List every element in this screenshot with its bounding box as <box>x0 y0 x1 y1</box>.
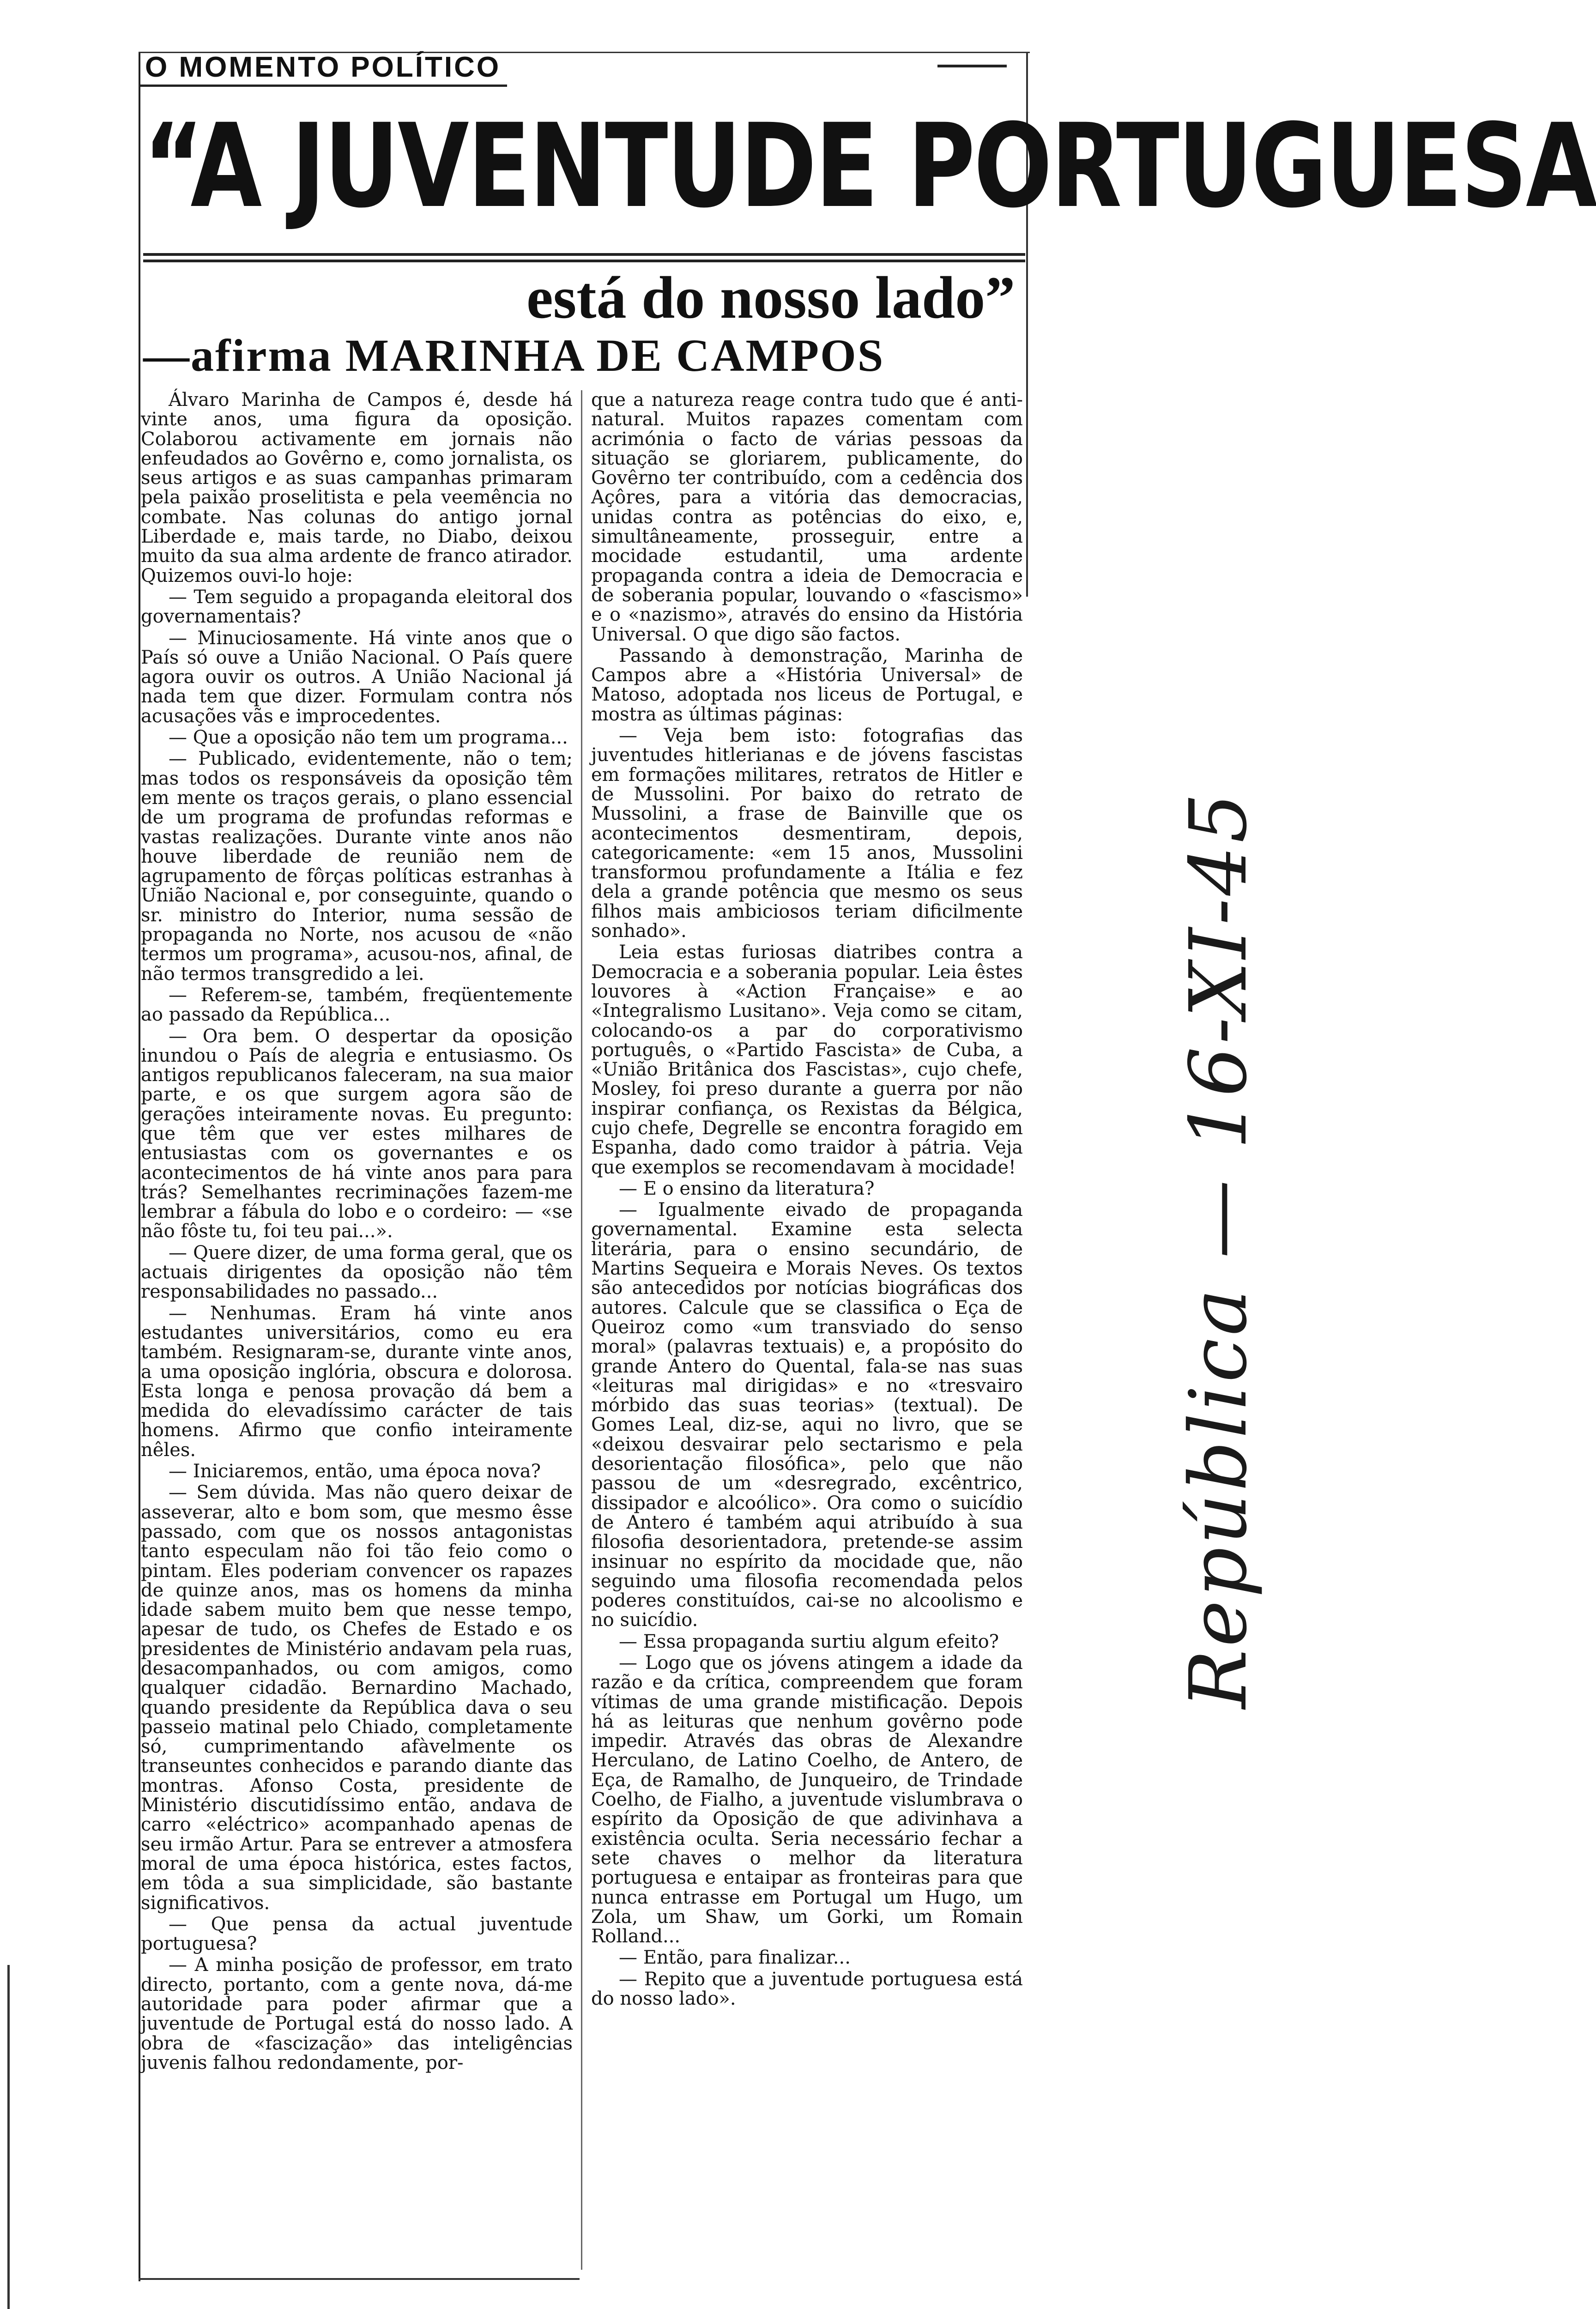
section-label: O MOMENTO POLÍTICO <box>139 51 507 87</box>
paragraph: — Essa propaganda surtiu algum efeito? <box>619 1631 999 1652</box>
decorative-dash <box>937 65 1007 67</box>
paragraph: — A minha posição de professor, em trato directo, portanto, com a gente nova, dá-me autoridade para poder afirmar que a juventude de Portugal está do nosso lado. A obra de «fascização» das inteligências juvenis falhou redondamente, por- <box>141 1954 573 2073</box>
handwritten-annotation: República — 16-XI-45 <box>1173 790 1264 1709</box>
paragraph: — Nenhumas. Eram há vinte anos estudantes universitários, como eu era também. Resignaram-se, durante vinte anos, a uma oposição inglória, obscura e dolorosa. Esta longa e penosa provação dá bem a medida do elevadíssimo carácter de tais homens. Afirmo que confio inteiramente nêles. <box>141 1302 573 1461</box>
paragraph: — Então, para finalizar... <box>619 1947 851 1969</box>
headline-rule-top <box>143 253 1025 256</box>
paragraph: — Que pensa da actual juventude portuguesa? <box>141 1913 573 1955</box>
article-column-left <box>141 390 573 2270</box>
paragraph: — Tem seguido a propaganda eleitoral dos governamentais? <box>141 586 573 628</box>
paragraph: Leia estas furiosas diatribes contra a Democracia e a soberania popular. Leia êstes louvores à «Action Française» e ao «Integralismo Lusitano». Veja como se citam, colocando-os a par do corporativismo português, o «Partido Fascista» de Cuba, a «União Britânica dos Fascistas», cujo chefe, Mosley, foi preso durante a guerra por não inspirar confiança, os Rexistas da Bélgica, cujo chefe, Degrelle se encontra foragido em Espanha, dado como traidor à pátria. Veja que exemplos se recomendavam à mocidade! <box>591 942 1023 1178</box>
bottom-rule <box>139 2278 580 2280</box>
paragraph: — Repito que a juventude portuguesa está do nosso lado». <box>591 1968 1023 2010</box>
headline: “A JUVENTUDE PORTUGUESA <box>143 99 1596 233</box>
headline-rule-bottom <box>143 260 1025 262</box>
paragraph: — Iniciaremos, então, uma época nova? <box>169 1461 541 1482</box>
paragraph: Passando à demonstração, Marinha de Campos abre a «História Universal» de Matoso, adoptada nos liceus de Portugal, e mostra as últimas páginas: <box>591 645 1023 725</box>
paragraph: — Logo que os jóvens atingem a idade da razão e da crítica, compreendem que foram vítimas de uma grande mistificação. Depois há as leituras que nenhum govêrno pode impedir. Através das obras de Alexandre Herculano, de Latino Coelho, de Antero, de Eça, de Ramalho, de Junqueiro, de Trindade Coelho, de Fialho, a juventude vislumbrava o espírito da Oposição de que adivinhava a existência oculta. Seria necessário fechar a sete chaves o melhor da literatura portuguesa e entaipar as fronteiras para que nunca entrasse em Portugal um Hugo, um Zola, um Shaw, um Gorki, um Romain Rolland... <box>591 1652 1023 1947</box>
paragraph: — Que a oposição não tem um programa... <box>169 727 568 749</box>
paragraph: — E o ensino da literatura? <box>619 1178 875 1199</box>
paragraph: Álvaro Marinha de Campos é, desde há vinte anos, uma figura da oposição. Colaborou activamente em jornais não enfeudados ao Govêrno e, como jornalista, os seus artigos e as suas campanhas primaram pela paixão proselitista e pela veemência no combate. Nas colunas do antigo jornal Liberdade e, mais tarde, no Diabo, deixou muito da sua alma ardente de franco atirador. Quizemos ouvi-lo hoje: <box>141 389 573 586</box>
paragraph: — Igualmente eivado de propaganda governamental. Examine esta selecta literária, para o ensino secundário, de Martins Sequeira e Morais Neves. Os textos são antecedidos por notícias biográficas dos autores. Calcule que se classifica o Eça de Queiroz como «um transviado do senso moral» (palavras textuais) e, a propósito do grande Antero do Quental, fala-se nas suas «leituras mal dirigidas» e no «tresvairo mórbido das suas teorias» (textual). De Gomes Leal, diz-se, aqui no livro, que se «deixou desvairar pelo sectarismo e pela desorientação filosófica», pelo que não passou de um «desregrado, excêntrico, dissipador e alcoólico». Ora como o suicídio de Antero é também aqui atribuído à sua filosofia desorientadora, pretende-se assim insinuar no espírito da mocidade que, não seguindo uma filosofia recomendada pelos poderes constituídos, cai-se no alcoolismo e no suicídio. <box>591 1199 1023 1631</box>
paragraph: — Publicado, evidentemente, não o tem; mas todos os responsáveis da oposição têm em mente os traços gerais, o plano essencial de um programa de profundas reformas e vastas realizações. Durante vinte anos não houve liberdade de reunião nem de agrupamento de fôrças políticas estranhas à União Nacional e, por conseguinte, quando o sr. ministro do Interior, numa sessão de propaganda no Norte, nos acusou de «não termos um programa», acusou-nos, afinal, de não termos transgredido a lei. <box>141 748 573 985</box>
paragraph: — Minuciosamente. Há vinte anos que o País só ouve a União Nacional. O País quere agora ouvir os outros. A União Nacional já nada tem que dizer. Formulam contra nós acusações vãs e improcedentes. <box>141 627 573 727</box>
column-separator <box>581 390 582 2270</box>
paragraph: — Sem dúvida. Mas não quero deixar de asseverar, alto e bom som, que mesmo êsse passado, com que os nossos antagonistas tanto especulam não foi tão feio como o pintam. Eles poderiam convencer os rapazes de quinze anos, mas os homens da minha idade sabem muito bem que nesse tempo, apesar de tudo, os Chefes de Estado e os presidentes de Ministério andavam pela ruas, desacompanhados, ou com amigos, como qualquer cidadão. Bernardino Machado, quando presidente da República dava o seu passeio matinal pelo Chiado, completamente só, cumprimentando afàvelmente os transeuntes conhecidos e parando diante das montras. Afonso Costa, presidente de Ministério discutidíssimo então, andava de carro «eléctrico» acompanhado apenas de seu irmão Artur. Para se entrever a atmosfera moral de uma época histórica, estes factos, em tôda a sua simplicidade, são bastante significativos. <box>141 1482 573 1914</box>
paragraph: — Referem-se, também, freqüentemente ao passado da República... <box>141 984 573 1026</box>
scan-edge-mark <box>7 1965 10 2309</box>
paragraph: — Quere dizer, de uma forma geral, que os actuais dirigentes da oposição não têm responsabilidades no passado... <box>141 1242 573 1303</box>
paragraph: — Ora bem. O despertar da oposição inundou o País de alegria e entusiasmo. Os antigos republicanos faleceram, na sua maior parte, e os que surgem agora são de gerações inteiramente novas. Eu pregunto: que têm que ver estes milhares de entusiastas com os governantes e os acontecimentos de há vinte anos para para trás? Semelhantes recriminações fazem-me lembrar a fábula do lobo e o cordeiro: — «se não fôste tu, foi teu pai...». <box>141 1025 573 1242</box>
article-column-right <box>591 389 1023 2010</box>
subheadline: está do nosso lado” <box>526 265 1016 331</box>
byline: —afirma MARINHA DE CAMPOS <box>143 330 885 381</box>
paragraph: — Veja bem isto: fotografias das juventudes hitlerianas e de jóvens fascistas em formações militares, retratos de Hitler e de Mussolini. Por baixo do retrato de Mussolini, a frase de Bainville que os acontecimentos desmentiram, depois, categoricamente: «em 15 anos, Mussolini transformou profundamente a Itália e fez dela a grande potência que mesmo os seus filhos mais ambiciosos teriam dificilmente sonhado». <box>591 725 1023 942</box>
paragraph: que a natureza reage contra tudo que é anti-natural. Muitos rapazes comentam com acrimónia o facto de várias pessoas da situação se gloriarem, publicamente, do Govêrno ter contribuído, com a cedência dos Açôres, para a vitória das democracias, unidas contra as potências do eixo, e, simultâneamente, prosseguir, entre a mocidade estudantil, uma ardente propaganda contra a ideia de Democracia e de soberania popular, louvando o «fascismo» e o «nazismo», através do ensino da História Universal. O que digo são factos. <box>591 389 1023 645</box>
